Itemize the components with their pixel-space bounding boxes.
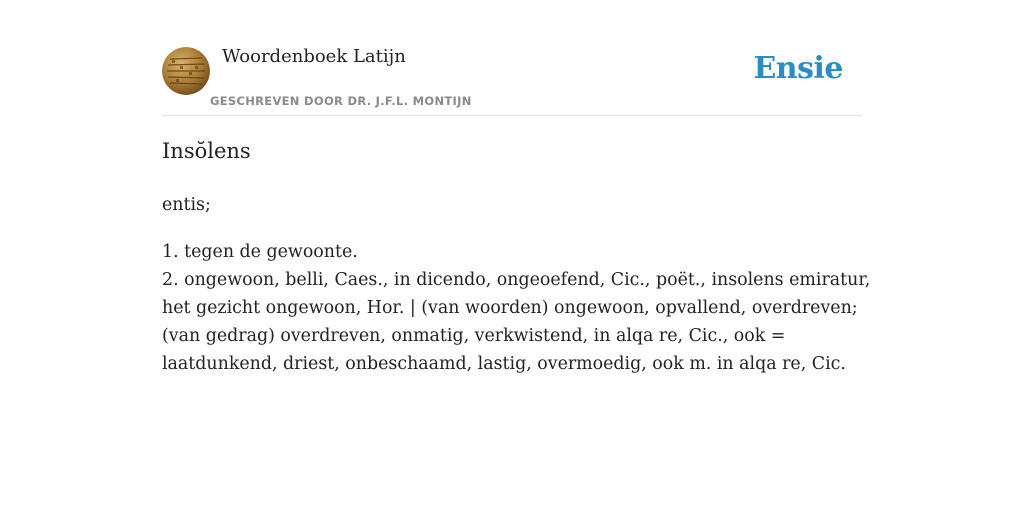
header [162, 0, 862, 116]
book-title[interactable]: Woordenboek Latijn [222, 46, 406, 67]
grammar-info: entis; [162, 195, 211, 215]
ensie-logo-link[interactable]: Ensie [753, 51, 843, 86]
entry-term: Insŏlens [162, 139, 251, 163]
book-cover-avatar[interactable] [162, 47, 210, 95]
sense-2: 2. ongewoon, belli, Caes., in dicendo, ongeoefend, Cic., poët., insolens emiratur, het gezicht ongewoon, Hor. | (van woorden) ongewoon, opvallend, overdreven; (van gedrag) overdreven, onmatig, verkwistend, in alqa re, Cic., ook = laatdunkend, driest, onbeschaamd, lastig, overmoedig, ook m. in alqa re, Cic. [162, 270, 871, 374]
entry-definition [162, 191, 874, 378]
page-container [162, 0, 871, 374]
author-line[interactable]: GESCHREVEN DOOR DR. J.F.L. MONTIJN [210, 94, 472, 108]
latin-inscription-coin-icon [162, 47, 210, 95]
sense-1: 1. tegen de gewoonte. [162, 242, 358, 262]
